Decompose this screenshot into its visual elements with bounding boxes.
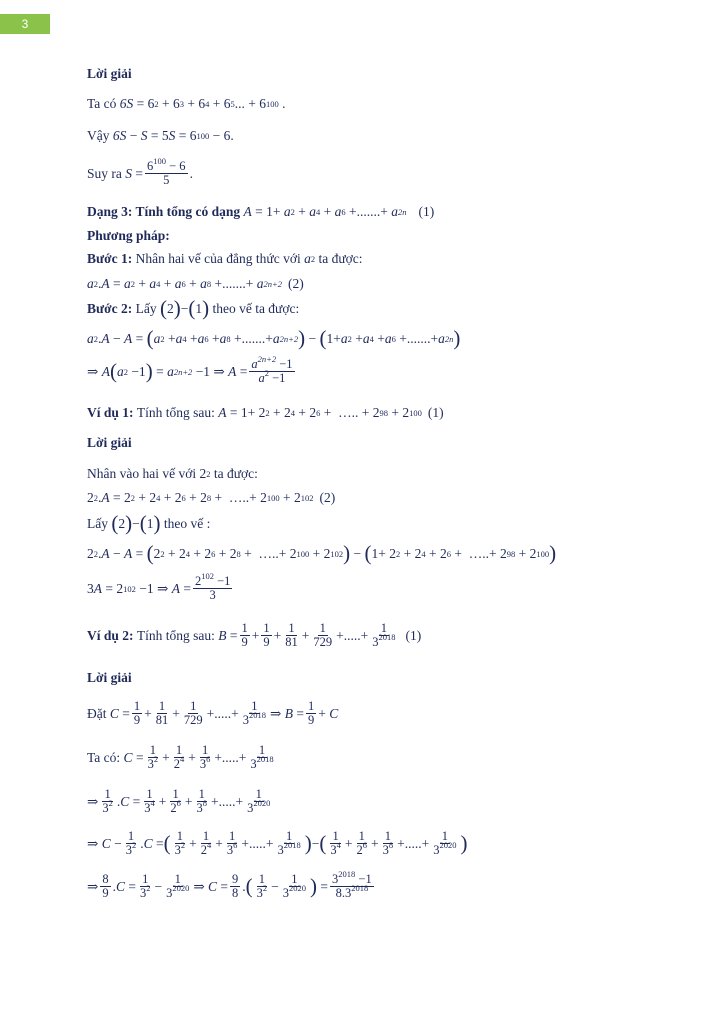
label-2: (2)	[287, 276, 304, 291]
vay-text: Vậy	[87, 128, 110, 143]
step2-text: Lấy	[135, 300, 157, 316]
equation-result-a: ⇒ A ( a 2 −1 ) = a 2n+2 −1 ⇒ A = $\frac{a^{2n+2} -1}{a^2 -1}$	[87, 354, 293, 386]
dang3-title: Dạng 3: Tính tổng có dạng A = 1+ a 2 + a 4 + a 6 +.......+ a 2n (1)	[87, 204, 435, 219]
label-1: (1)	[418, 204, 435, 219]
page-number-badge: 3	[0, 14, 50, 34]
ex1-multiply-text: Nhân vào hai vế với	[87, 466, 197, 481]
ex1-take-line: Lấy ( 2 ) − ( 1 ) theo vế :	[87, 511, 211, 535]
ex1-multiply-line: Nhân vào hai vế với 2 2 ta được:	[87, 466, 258, 481]
example1-text: Tính tổng sau:	[136, 405, 215, 420]
method-heading: Phương pháp:	[87, 228, 170, 243]
step1-label: Bước 1:	[87, 251, 133, 266]
equation-suy-ra: Suy ra S = $\frac{6^{100} - 6}{5}$ .	[87, 156, 193, 188]
step1-text: Nhân hai vế của đẳng thức với	[135, 251, 301, 266]
step1-text2: ta được:	[318, 251, 363, 266]
equation-ex1-step2: 2 2 . A − A = ( 2 2 + 2 4 + 2 6 + 2 8 + …..+ 2 100 + 2 102 ) − ( 1+ 2 2 + 2 4 + 2 6 + …..+ 2 98 + 2 100 )	[87, 541, 557, 565]
ex1-multiply-text2: ta được:	[213, 466, 258, 481]
equation-ex1-step1: 2 2 . A = 2 2 + 2 4 + 2 6 + 2 8 + …..+ 2 100 + 2 102 (2)	[87, 490, 336, 505]
example1-label: Ví dụ 1:	[87, 405, 134, 420]
ta-co-text: Ta có	[87, 96, 117, 111]
ta-co-text-2: Ta có:	[87, 749, 121, 765]
example2-label: Ví dụ 2:	[87, 627, 134, 643]
label-1-ex2: (1)	[405, 627, 422, 643]
ex1-take-text: Lấy	[87, 515, 108, 531]
example-2: Ví dụ 2: Tính tổng sau: B = $\frac{1}{9}$ + $\frac{1}{9}$ + $\frac{1}{81}$ + $\frac{1}{729}$ +.....+ $\frac{1}{3^{2018}}$ (1)	[87, 621, 422, 650]
equation-step1: a 2 . A = a 2 + a 4 + a 6 + a 8 +.......+ a 2n+2 (2)	[87, 276, 304, 291]
dat-text: Đặt	[87, 705, 107, 721]
suy-ra-text: Suy ra	[87, 165, 122, 181]
equation-c-difference: ⇒ C − $\frac{1}{3^2}$ . C = ( $\frac{1}{3^2}$ + $\frac{1}{2^4}$ + $\frac{1}{3^6}$ +.....+ $\frac{1}{3^{2018}}$ ) − ( $\frac{1}{3^4}$ + $\frac{1}{2^6}$ + $\frac{1}{3^8}$ +.....+ $\frac{1}{3^{2020}}$ )	[87, 829, 468, 858]
example-1: Ví dụ 1: Tính tổng sau: A = 1+ 2 2 + 2 4 + 2 6 + ….. + 2 98 + 2 100 (1)	[87, 405, 444, 420]
step2-label: Bước 2:	[87, 300, 133, 316]
equation-c-result: ⇒ $\frac{8}{9}$ . C = $\frac{1}{3^2}$ − $\frac{1}{3^{2020}}$ ⇒ C = $\frac{9}{8}$ . ( $\frac{1}{3^2}$ − $\frac{1}{3^{2020}}$ ) = $\frac{3^{2018} -1}{8.3^{2018}}$	[87, 869, 372, 901]
label-1-ex1: (1)	[427, 405, 444, 420]
equation-ta-co-c: Ta có: C = $\frac{1}{3^2}$ + $\frac{1}{2^4}$ + $\frac{1}{3^6}$ +.....+ $\frac{1}{3^{2018}}$	[87, 743, 274, 772]
step2-text2: theo vế ta được:	[212, 300, 300, 316]
solution-heading-1: Lời giải	[87, 66, 132, 81]
label-2-ex1: (2)	[319, 490, 336, 505]
dang3-title-text: Dạng 3: Tính tổng có dạng	[87, 204, 241, 219]
solution-heading-3: Lời giải	[87, 670, 132, 685]
equation-ex1-result: 3 A = 2 102 −1 ⇒ A = $\frac{2^{102} -1}{3}$	[87, 571, 231, 603]
step-1: Bước 1: Nhân hai vế của đẳng thức với a 2 ta được:	[87, 251, 363, 266]
equation-vay: Vậy 6S − S = 5 S = 6 100 − 6.	[87, 128, 234, 143]
equation-ta-co-6s: Ta có 6S = 6 2 + 6 3 + 6 4 + 6 5 ... + 6 100 .	[87, 96, 286, 111]
example2-text: Tính tổng sau:	[136, 627, 215, 643]
equation-dat-c: Đặt C = $\frac{1}{9}$ + $\frac{1}{81}$ + $\frac{1}{729}$ +.....+ $\frac{1}{3^{2018}}$ ⇒ B = $\frac{1}{9}$ + C	[87, 699, 339, 728]
equation-c-over-9: ⇒ $\frac{1}{3^2}$ . C = $\frac{1}{3^4}$ + $\frac{1}{2^6}$ + $\frac{1}{3^8}$ +.....+ $\frac{1}{3^{2020}}$	[87, 787, 271, 816]
equation-step2: a 2 . A − A = ( a 2 + a 4 + a 6 + a 8 +.......+ a 2n+2 ) − ( 1+ a 2 + a 4 + a 6 +.......+ a 2n )	[87, 326, 461, 350]
ex1-take-text2: theo vế :	[163, 515, 211, 531]
step-2: Bước 2: Lấy ( 2 ) − ( 1 ) theo vế ta được:	[87, 296, 300, 320]
solution-heading-2: Lời giải	[87, 435, 132, 450]
